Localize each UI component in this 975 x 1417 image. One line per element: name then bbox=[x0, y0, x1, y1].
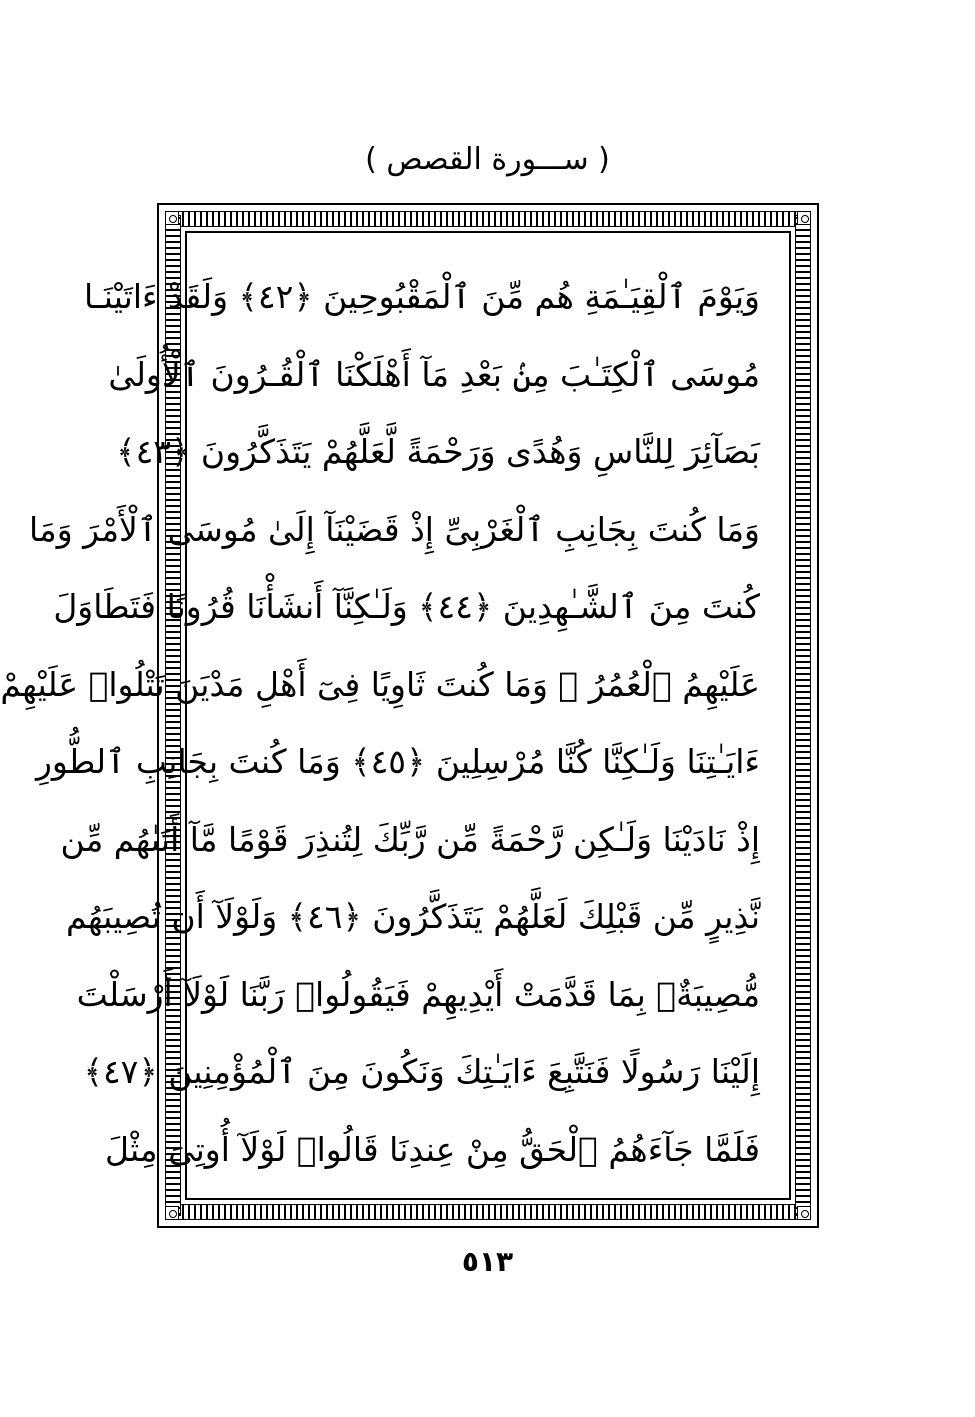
text-line: بَصَآئِرَ لِلنَّاسِ وَهُدًى وَرَحْمَةً لَّعَلَّهُمْ يَتَذَكَّرُونَ ﴿٤٣﴾ bbox=[116, 432, 760, 471]
border-band-top bbox=[169, 211, 807, 227]
corner-ornament-icon bbox=[797, 1206, 811, 1220]
text-line: ءَايَـٰتِنَا وَلَـٰكِنَّا كُنَّا مُرْسِلِينَ ﴿٤٥﴾ وَمَا كُنتَ بِجَانِبِ ٱلطُّورِ bbox=[35, 742, 760, 781]
text-line: عَلَيْهِمُ ٱلْعُمُرُ ۚ وَمَا كُنتَ ثَاوِيًا فِىٓ أَهْلِ مَدْيَنَ تَتْلُوا۟ عَلَيْهِمْ bbox=[0, 664, 760, 704]
text-line: وَيَوْمَ ٱلْقِيَـٰمَةِ هُم مِّنَ ٱلْمَقْبُوحِينَ ﴿٤٢﴾ وَلَقَدْ ءَاتَيْنَـا bbox=[84, 277, 760, 316]
corner-ornament-icon bbox=[797, 211, 811, 225]
text-line: نَّذِيرٍ مِّن قَبْلِكَ لَعَلَّهُمْ يَتَذَكَّرُونَ ﴿٤٦﴾ وَلَوْلَآ أَن تُصِيبَهُم bbox=[66, 897, 760, 936]
page-number: ٥١٣ bbox=[461, 1245, 514, 1278]
text-line: مُّصِيبَةٌۢ بِمَا قَدَّمَتْ أَيْدِيهِمْ فَيَقُولُوا۟ رَبَّنَا لَوْلَآ أَرْسَلْتَ bbox=[76, 974, 760, 1014]
quran-text-block bbox=[0, 258, 760, 1188]
text-line: إِلَيْنَا رَسُولًا فَنَتَّبِعَ ءَايَـٰتِكَ وَنَكُونَ مِنَ ٱلْمُؤْمِنِينَ ﴿٤٧﴾ bbox=[83, 1052, 760, 1091]
surah-title: ( ســـورة القصص ) bbox=[365, 142, 610, 177]
text-line: فَلَمَّا جَآءَهُمُ ٱلْحَقُّ مِنْ عِندِنَا قَالُوا۟ لَوْلَآ أُوتِىَ مِثْلَ bbox=[104, 1129, 760, 1169]
text-line: إِذْ نَادَيْنَا وَلَـٰكِن رَّحْمَةً مِّن رَّبِّكَ لِتُنذِرَ قَوْمًا مَّآ أَتَىٰهُم مِّن bbox=[60, 819, 760, 859]
text-line: كُنتَ مِنَ ٱلشَّـٰهِدِينَ ﴿٤٤﴾ وَلَـٰكِنَّآ أَنشَأْنَا قُرُونًا فَتَطَاوَلَ bbox=[53, 587, 760, 626]
corner-ornament-icon bbox=[165, 1206, 179, 1220]
corner-ornament-icon bbox=[165, 211, 179, 225]
border-band-right bbox=[795, 215, 811, 1216]
text-line: وَمَا كُنتَ بِجَانِبِ ٱلْغَرْبِىِّ إِذْ قَضَيْنَآ إِلَىٰ مُوسَى ٱلْأَمْرَ وَمَا bbox=[28, 509, 760, 549]
border-band-bottom bbox=[169, 1204, 807, 1220]
text-line: مُوسَى ٱلْكِتَـٰبَ مِنۢ بَعْدِ مَآ أَهْلَكْنَا ٱلْقُـرُونَ ٱلْأُولَىٰ bbox=[108, 354, 760, 394]
